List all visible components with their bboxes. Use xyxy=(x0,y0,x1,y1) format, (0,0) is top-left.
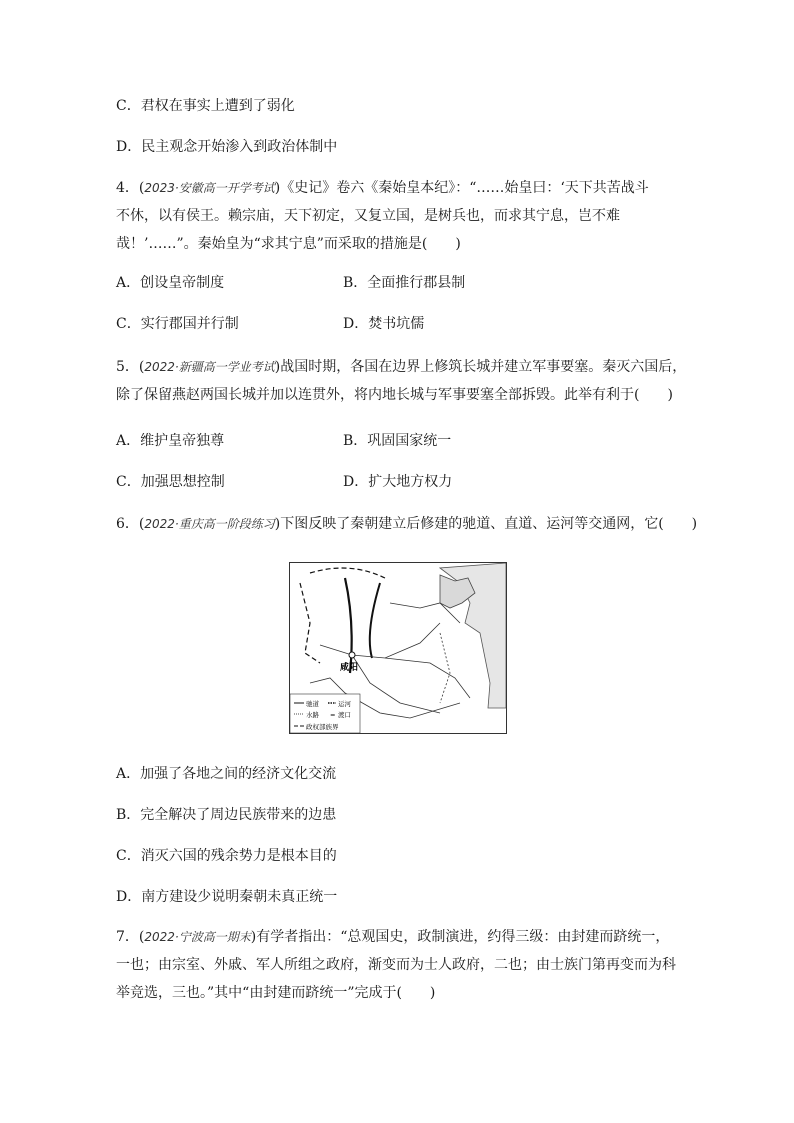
question-7-line-2: 一也；由宗室、外戚、军人所组之政府，渐变而为士人政府，二也；由士族门第再变而为科 xyxy=(116,957,676,973)
question-number: 6．( xyxy=(116,516,145,532)
question-number: 5．( xyxy=(116,359,145,375)
question-5-line-2: 除了保留燕赵两国长城并加以连贯外，将内地长城与军事要塞全部拆毁。此举有利于( ) xyxy=(116,387,673,403)
option-a: A．加强了各地之间的经济文化交流 xyxy=(116,766,337,782)
option-d: D．南方建设少说明秦朝未真正统一 xyxy=(116,889,338,905)
question-source: 2023·安徽高一开学考试 xyxy=(144,181,275,195)
option-d: D．焚书坑儒 xyxy=(343,316,425,332)
legend-label: 运河 xyxy=(338,700,351,708)
question-4-line-2: 不休，以有侯王。赖宗庙，天下初定，又复立国，是树兵也，而求其宁息，岂不难 xyxy=(116,208,620,224)
option-c: C．君权在事实上遭到了弱化 xyxy=(116,98,295,114)
option-c: C．消灭六国的残余势力是根本目的 xyxy=(116,848,337,864)
question-source: 2022·新疆高一学业考试 xyxy=(144,360,275,374)
map-city-label: 咸阳 xyxy=(340,663,359,673)
legend-label: 驰道 xyxy=(306,700,319,708)
option-b: B．完全解决了周边民族带来的边患 xyxy=(116,807,337,823)
question-number: 7．( xyxy=(116,929,145,945)
question-6-line-1: 6．(2022·重庆高一阶段练习)下图反映了秦朝建立后修建的驰道、直道、运河等交通网，它( ) xyxy=(116,516,698,532)
qin-transport-map xyxy=(289,562,507,734)
option-d: D．民主观念开始渗入到政治体制中 xyxy=(116,139,338,155)
legend-label: 渡口 xyxy=(338,711,351,719)
question-source: 2022·宁波高一期末 xyxy=(144,930,251,944)
legend-label: 水路 xyxy=(306,711,319,719)
svg-text:=: = xyxy=(330,711,336,719)
option-c: C．加强思想控制 xyxy=(116,474,225,490)
question-4-line-1: 4．(2023·安徽高一开学考试)《史记》卷六《秦始皇本纪》：“……始皇曰：‘天下共苦战斗 xyxy=(116,180,649,196)
question-4-line-3: 哉！’……”。秦始皇为“求其宁息”而采取的措施是( ) xyxy=(116,236,461,252)
question-source: 2022·重庆高一阶段练习 xyxy=(144,517,275,531)
question-7-line-1: 7．(2022·宁波高一期末)有学者指出：“总观国史，政制演进，约得三级：由封建而跻统一， xyxy=(116,929,670,945)
option-d: D．扩大地方权力 xyxy=(343,474,453,490)
option-b: B．巩固国家统一 xyxy=(343,433,452,449)
option-a: A．维护皇帝独尊 xyxy=(116,433,225,449)
option-a: A．创设皇帝制度 xyxy=(116,275,225,291)
legend-label: 政权部族界 xyxy=(306,723,339,731)
option-c: C．实行郡国并行制 xyxy=(116,316,239,332)
option-b: B．全面推行郡县制 xyxy=(343,275,466,291)
question-number: 4．( xyxy=(116,180,145,196)
question-5-line-1: 5．(2022·新疆高一学业考试)战国时期，各国在边界上修筑长城并建立军事要塞。秦灭六国后， xyxy=(116,359,687,375)
question-7-line-3: 举竞选，三也。”其中“由封建而跻统一”完成于( ) xyxy=(116,985,436,1001)
